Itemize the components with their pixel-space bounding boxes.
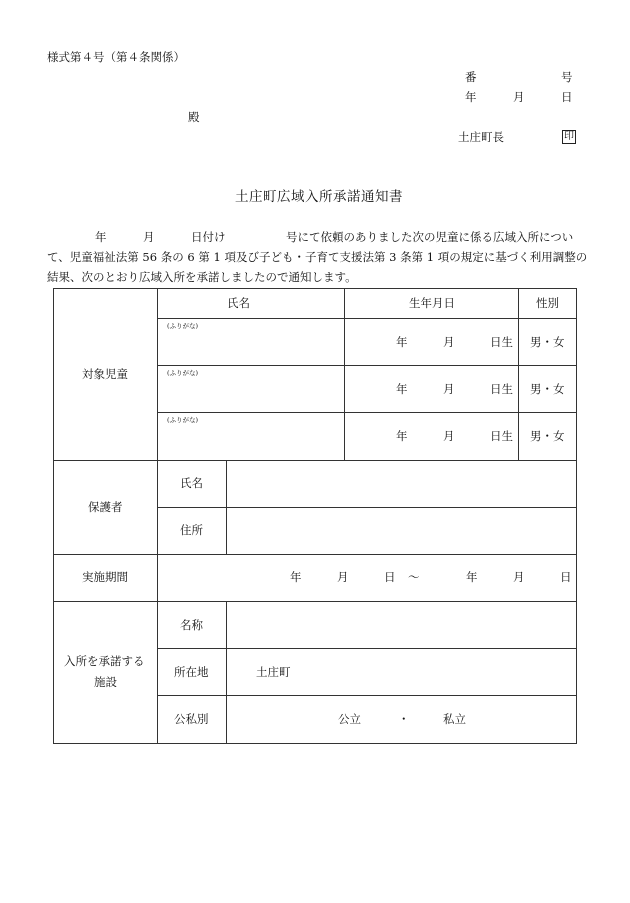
issuer-name: 土庄町長 — [458, 130, 504, 144]
period-bottom-line — [53, 601, 577, 602]
table-border-bottom — [53, 743, 577, 744]
document-title: 土庄町広域入所承諾通知書 — [235, 189, 403, 205]
col-birth-header: 生年月日 — [409, 296, 455, 310]
label-column-line — [157, 288, 158, 743]
child-header-line — [157, 318, 576, 319]
period-end-year: 年 — [466, 570, 478, 584]
table-border-top — [53, 288, 577, 289]
period-tilde: ～ — [408, 570, 420, 584]
number-label: 番 — [465, 70, 477, 84]
period-start-year: 年 — [290, 570, 302, 584]
number-suffix: 号 — [561, 70, 573, 84]
facility-section-label-line1: 入所を承諾する — [64, 654, 145, 668]
col-gender-header: 性別 — [536, 296, 559, 310]
guardian-address-label: 住所 — [180, 523, 203, 537]
facility-location-value: 土庄町 — [256, 665, 291, 679]
body-year: 年 — [95, 230, 107, 244]
gender-value: 男・女 — [530, 382, 565, 396]
facility-line-1 — [157, 648, 576, 649]
birth-day: 日生 — [490, 429, 513, 443]
period-start-day: 日 — [384, 570, 396, 584]
facility-section-label-line2: 施設 — [94, 675, 117, 689]
body-line3: 結果、次のとおり広域入所を承諾しましたので通知します。 — [47, 270, 357, 284]
facility-type-label: 公私別 — [174, 712, 209, 726]
facility-name-label: 名称 — [180, 618, 203, 632]
date-year-label: 年 — [465, 90, 477, 104]
body-date: 日付け — [191, 230, 226, 244]
form-number: 様式第４号（第４条関係） — [47, 50, 185, 64]
facility-public-option: 公立 — [338, 712, 361, 726]
gender-value: 男・女 — [530, 335, 565, 349]
guardian-mid-line — [157, 507, 576, 508]
col-name-header: 氏名 — [227, 296, 250, 310]
birth-year: 年 — [396, 382, 408, 396]
birth-month: 月 — [443, 382, 455, 396]
seal-mark — [562, 130, 576, 144]
birth-year: 年 — [396, 335, 408, 349]
child-section-label: 対象児童 — [82, 367, 128, 381]
guardian-sub-column-line — [226, 460, 227, 554]
body-month: 月 — [143, 230, 155, 244]
birth-column-line — [344, 288, 345, 460]
birth-day: 日生 — [490, 335, 513, 349]
guardian-name-label: 氏名 — [180, 476, 203, 490]
facility-private-option: 私立 — [443, 712, 466, 726]
birth-day: 日生 — [490, 382, 513, 396]
birth-year: 年 — [396, 429, 408, 443]
body-line2: て、児童福祉法第 56 条の 6 第 1 項及び子ども・子育て支援法第 3 条第 1 項の規定に基づく利用調整の — [47, 250, 588, 264]
child-row-line-1 — [157, 365, 576, 366]
table-border-right — [576, 288, 577, 743]
child-section-bottom — [53, 460, 577, 461]
facility-line-2 — [157, 695, 576, 696]
period-end-day: 日 — [560, 570, 572, 584]
birth-month: 月 — [443, 429, 455, 443]
guardian-section-label: 保護者 — [88, 500, 123, 514]
birth-month: 月 — [443, 335, 455, 349]
guardian-bottom-line — [53, 554, 577, 555]
facility-option-separator: ・ — [398, 712, 410, 726]
table-border-left — [53, 288, 54, 743]
date-month-label: 月 — [513, 90, 525, 104]
furigana-label: (ふりがな) — [167, 369, 199, 377]
period-start-month: 月 — [337, 570, 349, 584]
facility-sub-column-line — [226, 601, 227, 743]
furigana-label: (ふりがな) — [167, 416, 199, 424]
furigana-label: (ふりがな) — [167, 322, 199, 330]
period-end-month: 月 — [513, 570, 525, 584]
gender-column-line — [518, 288, 519, 460]
child-row-line-2 — [157, 412, 576, 413]
addressee-suffix: 殿 — [188, 110, 200, 124]
facility-location-label: 所在地 — [174, 665, 209, 679]
period-section-label: 実施期間 — [82, 570, 128, 584]
seal-text: 印 — [564, 131, 574, 142]
body-line1-rest: 号にて依頼のありました次の児童に係る広域入所につい — [286, 230, 574, 244]
gender-value: 男・女 — [530, 429, 565, 443]
date-day-label: 日 — [561, 90, 573, 104]
